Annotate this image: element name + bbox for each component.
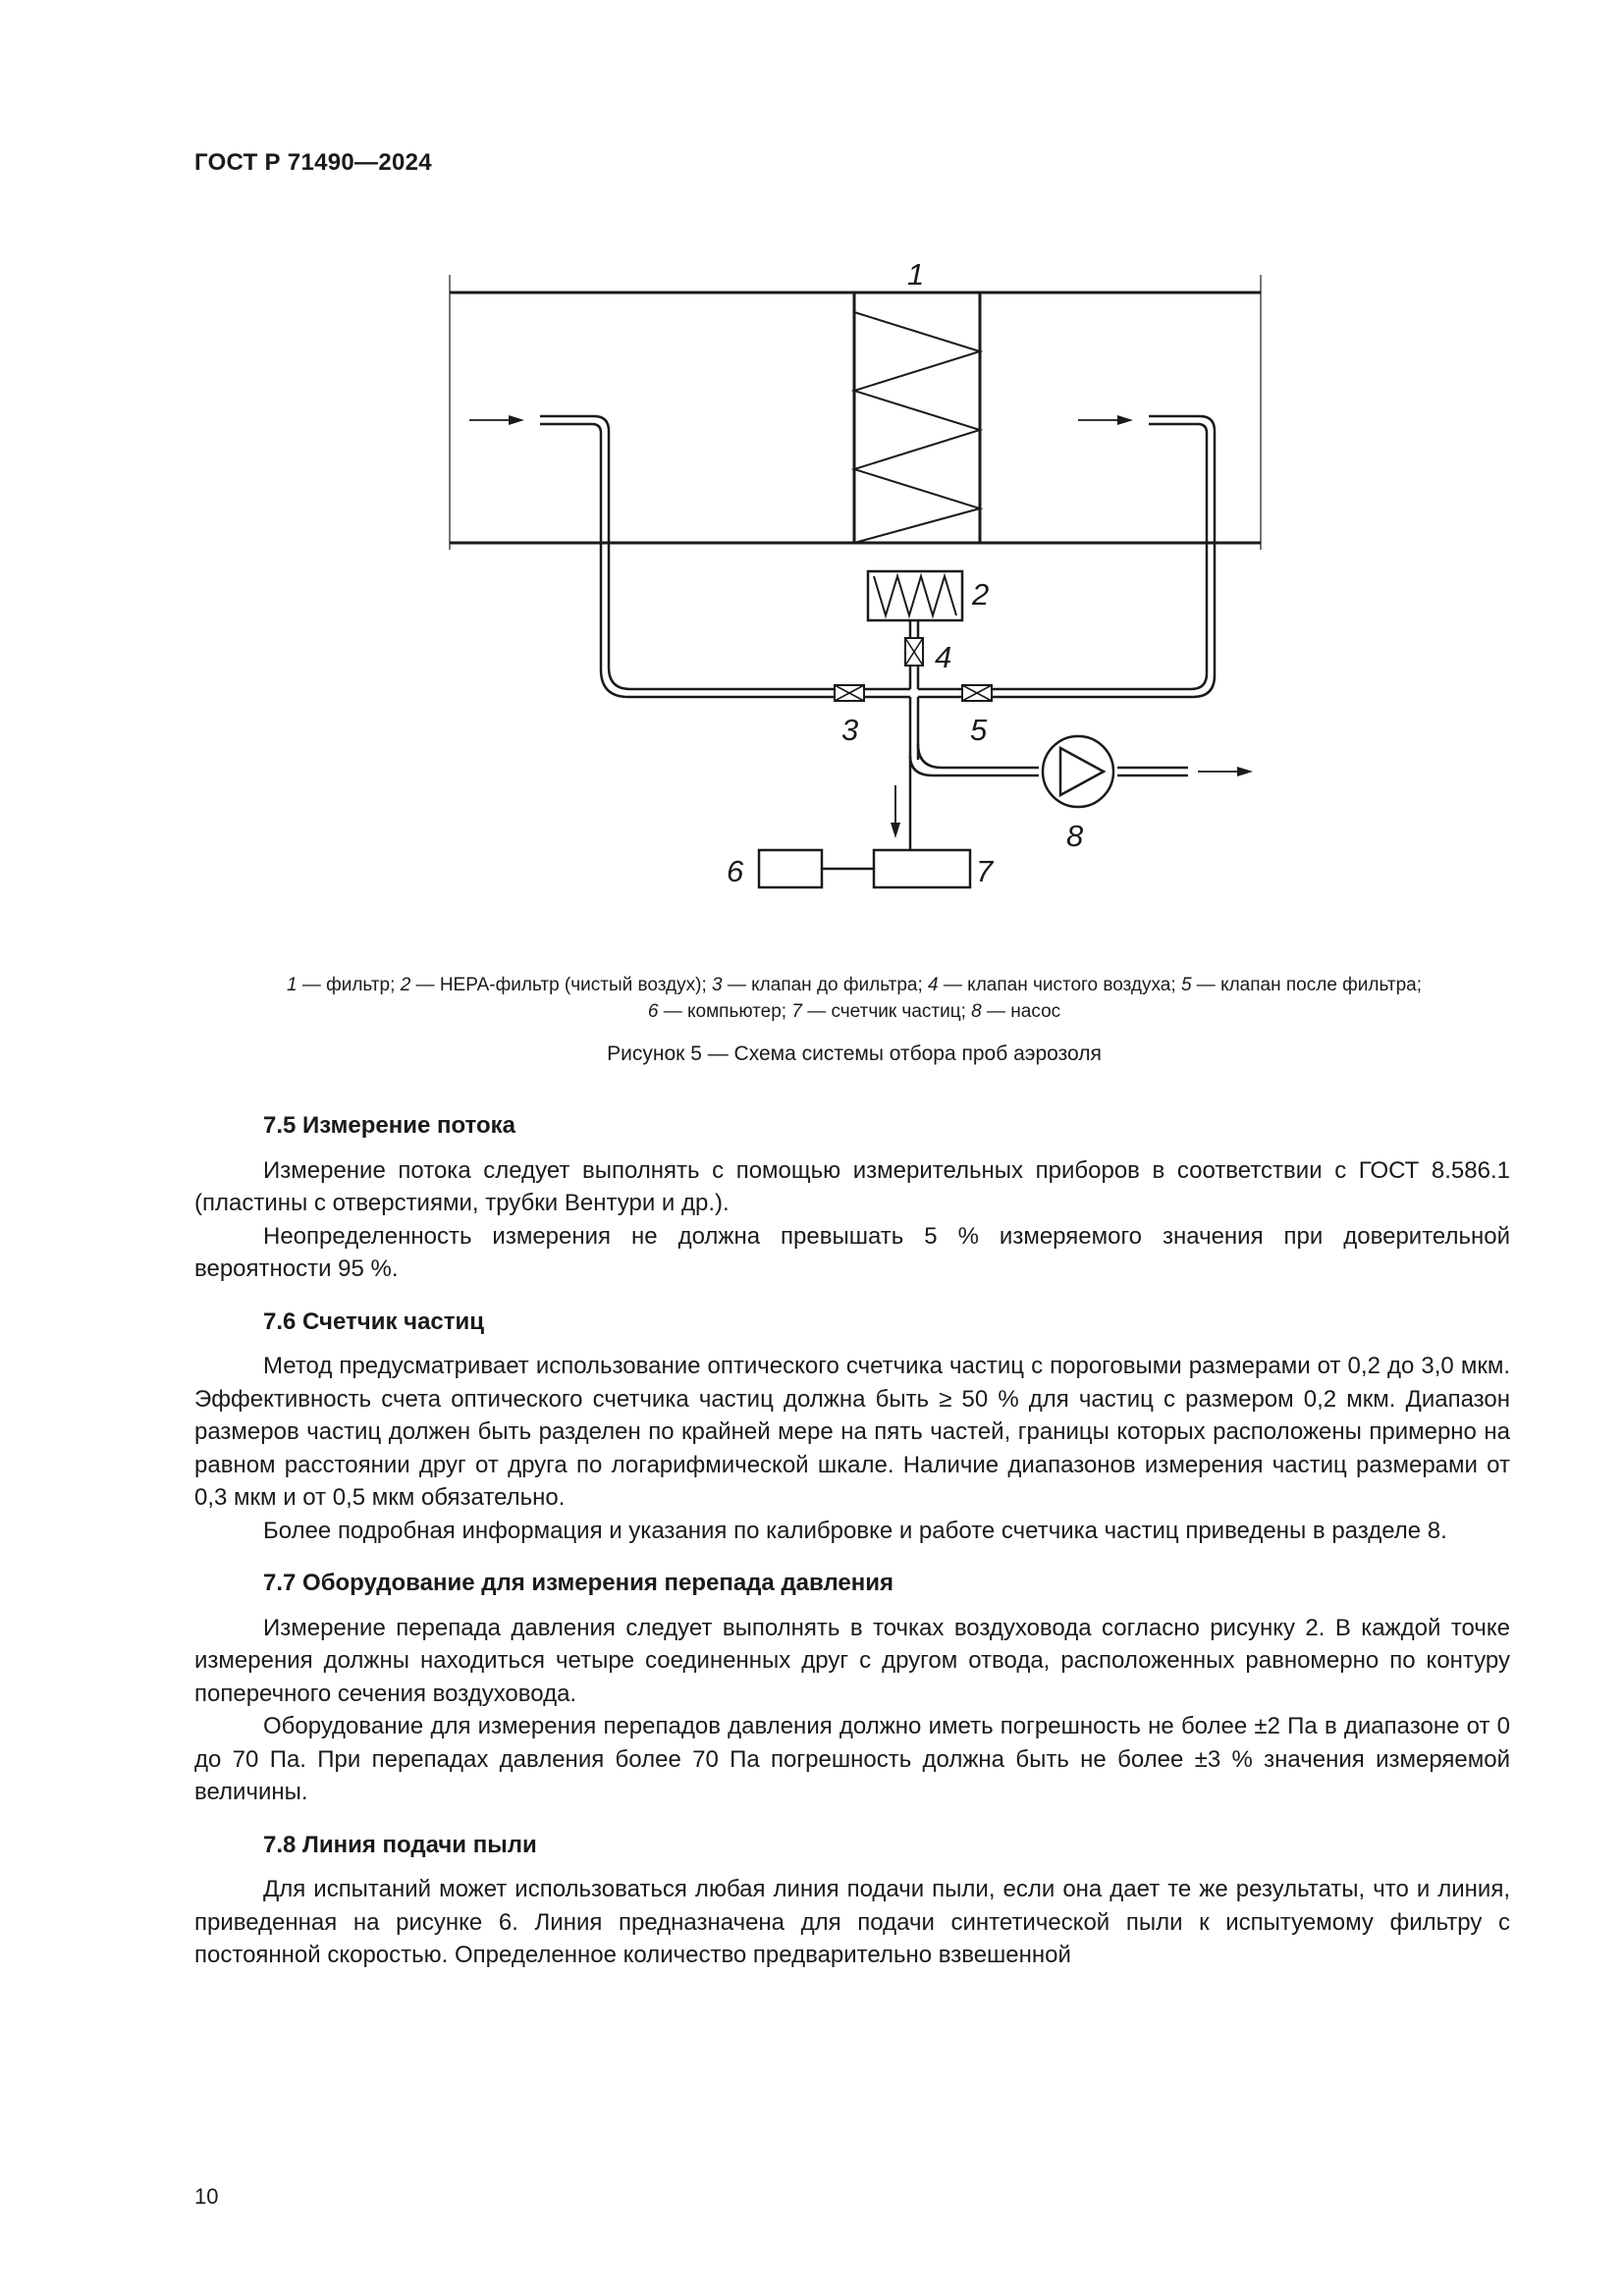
paragraph: Оборудование для измерения перепадов давления должно иметь погрешность не более ±2 Па в диапазоне от 0 до 70 Па. При перепадах давления более 70 Па погрешность должна быть не более ±3 % значения измеряемой величины. bbox=[194, 1713, 1510, 1805]
section-title: 7.8 Линия подачи пыли bbox=[263, 1831, 537, 1858]
label-valve-before: 3 bbox=[841, 713, 859, 747]
computer-box bbox=[759, 850, 822, 887]
page-number: 10 bbox=[194, 2184, 219, 2209]
paragraph: Метод предусматривает использование оптического счетчика частиц с пороговыми размерами от 0,2 до 3,0 мкм. Эффективность счета оптического счетчика частиц должна быть ≥ 50 % для частиц с размером 0,2 мкм. Диапазон размеров частиц должен быть разделен по крайней мере на пять частей, границы которых расположены примерно на равном расстоянии друг от друга по логарифмической шкале. Наличие диапазонов измерения частиц размерами от 0,3 мкм и от 0,5 мкм обязательно. bbox=[194, 1353, 1510, 1511]
sampling-system-diagram bbox=[0, 0, 1624, 962]
paragraph: Для испытаний может использоваться любая линия подачи пыли, если она дает те же результаты, что и линия, приведенная на рисунке 6. Линия предназначена для подачи синтетической пыли к испытуемому фильтру с постоянной скоростью. Определенное количество предварительно взвешенной bbox=[194, 1876, 1510, 1968]
paragraph: Измерение потока следует выполнять с помощью измерительных приборов в соответствии с ГОСТ 8.586.1 (пластины с отверстиями, трубки Вентури и др.). bbox=[194, 1156, 1510, 1216]
particle-counter-box bbox=[874, 850, 970, 887]
figure-legend: 1 — фильтр; 2 — НЕРА-фильтр (чистый воздух); 3 — клапан до фильтра; 4 — клапан чистого воздуха; 5 — клапан после фильтра; 6 — компьютер; 7 — счетчик частиц; 8 — насос bbox=[286, 975, 1423, 1022]
body-text bbox=[194, 1109, 1510, 1972]
label-valve-clean: 4 bbox=[935, 640, 952, 674]
paragraph: Измерение перепада давления следует выполнять в точках воздуховода согласно рисунку 2. В каждой точке измерения должны находиться четыре соединенных друг с другом отвода, расположенных равномерно по контуру поперечного сечения воздуховода. bbox=[194, 1614, 1510, 1707]
downstream-probe bbox=[918, 416, 1215, 697]
section-title: 7.5 Измерение потока bbox=[263, 1112, 516, 1139]
label-hepa: 2 bbox=[972, 577, 990, 612]
paragraph: Более подробная информация и указания по калибровке и работе счетчика частиц приведены в разделе 8. bbox=[263, 1517, 1447, 1544]
document-header: ГОСТ Р 71490—2024 bbox=[194, 149, 432, 176]
label-computer: 6 bbox=[727, 854, 744, 888]
section-title: 7.7 Оборудование для измерения перепада давления bbox=[263, 1570, 893, 1596]
paragraph: Неопределенность измерения не должна превышать 5 % измеряемого значения при доверительной вероятности 95 %. bbox=[194, 1222, 1510, 1282]
label-filter: 1 bbox=[907, 257, 925, 292]
label-counter: 7 bbox=[976, 854, 994, 888]
label-valve-after: 5 bbox=[970, 713, 988, 747]
filter-pleats bbox=[854, 312, 980, 543]
figure-caption: Рисунок 5 — Схема системы отбора проб аэрозоля bbox=[607, 1042, 1102, 1065]
label-pump: 8 bbox=[1066, 819, 1084, 853]
test-filter bbox=[854, 293, 980, 543]
section-title: 7.6 Счетчик частиц bbox=[263, 1308, 485, 1335]
